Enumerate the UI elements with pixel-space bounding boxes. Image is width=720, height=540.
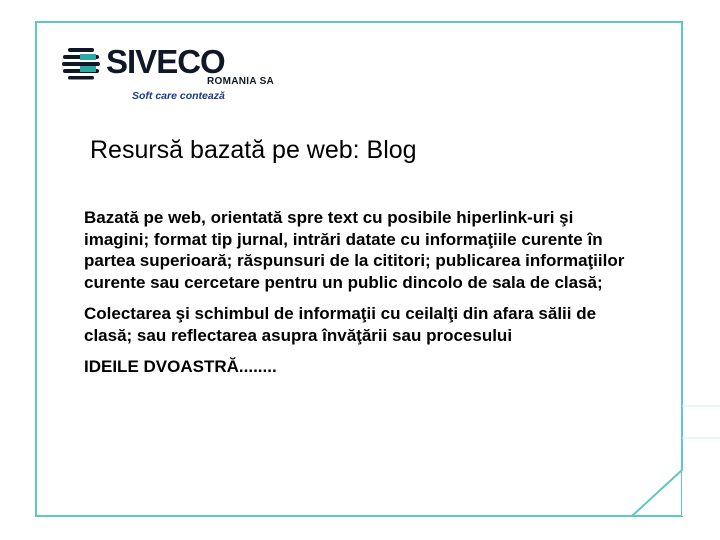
slide-title: Resursă bazată pe web: Blog	[90, 136, 417, 164]
logo-subtitle: ROMANIA SA	[207, 76, 275, 87]
logo-tagline: Soft care contează	[132, 90, 225, 102]
siveco-logo-icon	[62, 46, 102, 80]
body-paragraph-3: IDEILE DVOASTRĂ........	[84, 357, 277, 376]
siveco-logo	[62, 43, 275, 104]
body-paragraph-2: Colectarea şi schimbul de informaţii cu ceilalţi din afara sălii de clasă; sau reflectarea asupra învăţării sau procesului	[84, 304, 597, 345]
body-paragraph-1: Bazată pe web, orientată spre text cu posibile hiperlink-uri şi imagini; format tip jurnal, intrări datate cu informaţiile curente în partea superioară; răspunsuri de la cititori; publicarea informaţiilor curente sau cercetare pentru un public dincolo de sala de clasă;	[84, 208, 625, 292]
slide-body	[84, 207, 632, 388]
logo-wordmark: SIVECO	[106, 43, 225, 80]
